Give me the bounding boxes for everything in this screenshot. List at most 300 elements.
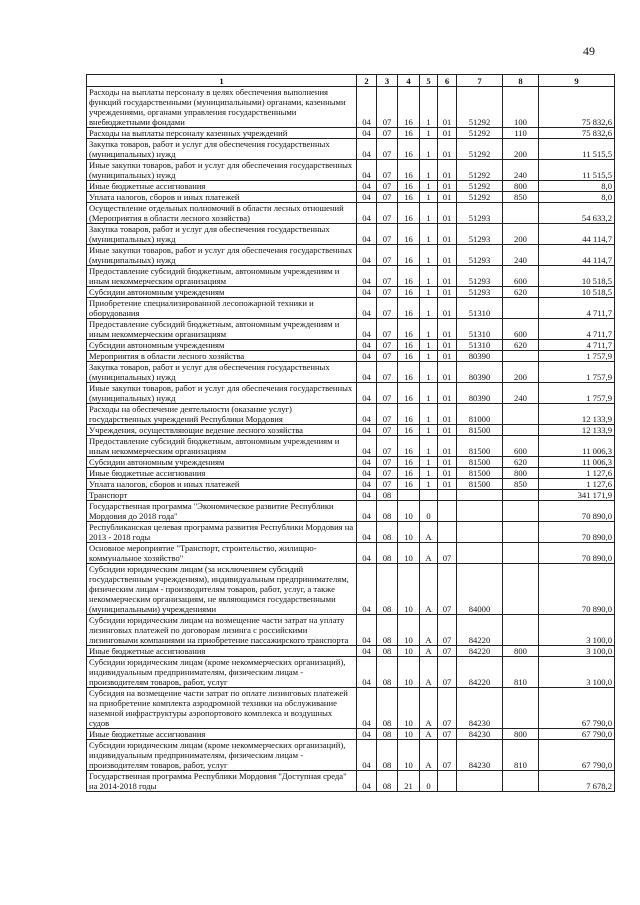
row-name-cell: Закупка товаров, работ и услуг для обеспечения государственных (муниципальных) нужд [87,139,357,160]
row-code-cell: 07 [377,139,398,160]
row-code-cell: 51293 [457,266,503,287]
table-row [87,245,615,266]
row-code-cell: 08 [377,740,398,771]
column-header: 4 [398,75,420,87]
table-row [87,457,615,468]
row-name-cell: Иные закупки товаров, работ и услуг для обеспечения государственных (муниципальных) нужд [87,245,357,266]
row-code-cell: 08 [377,615,398,646]
row-name-cell: Субсидии юридическим лицам на возмещение части затрат на уплату лизинговых платежей по договорам лизинга с российскими лизинговыми компаниями на приобретение пассажирского транспорта [87,615,357,646]
row-code-cell: 1 [420,351,438,362]
row-code-cell: 07 [438,543,457,564]
row-code-cell: 07 [377,468,398,479]
row-code-cell: 1 [420,362,438,383]
row-name-cell: Расходы на обеспечение деятельности (оказание услуг) государственных учреждений Республики Мордовия [87,404,357,425]
row-code-cell: 04 [357,224,377,245]
row-code-cell: 04 [357,468,377,479]
row-code-cell: 08 [377,522,398,543]
row-sum-cell: 75 832,6 [539,128,615,139]
row-name-cell: Субсидии автономным учреждениям [87,457,357,468]
row-code-cell: 1 [420,181,438,192]
row-code-cell: 81000 [457,404,503,425]
row-code-cell [503,203,539,224]
row-code-cell: 07 [377,266,398,287]
row-code-cell: 1 [420,340,438,351]
row-code-cell: 16 [398,383,420,404]
row-code-cell: 07 [438,615,457,646]
row-code-cell: 16 [398,351,420,362]
row-code-cell: 01 [438,362,457,383]
row-code-cell: 01 [438,287,457,298]
table-row [87,298,615,319]
row-code-cell: 01 [438,203,457,224]
row-name-cell: Иные закупки товаров, работ и услуг для обеспечения государственных (муниципальных) нужд [87,160,357,181]
row-code-cell: 1 [420,87,438,128]
row-name-cell: Субсидии автономным учреждениям [87,287,357,298]
row-code-cell: 240 [503,383,539,404]
row-code-cell: А [420,740,438,771]
row-code-cell: 51310 [457,298,503,319]
row-code-cell: 07 [377,404,398,425]
row-code-cell: 51293 [457,203,503,224]
row-code-cell: 600 [503,436,539,457]
row-code-cell [503,564,539,615]
table-row [87,615,615,646]
row-code-cell: 51292 [457,87,503,128]
budget-table-body [87,75,615,792]
row-code-cell: 07 [377,351,398,362]
row-code-cell: 07 [377,479,398,490]
row-code-cell [438,501,457,522]
row-code-cell: 51292 [457,128,503,139]
row-name-cell: Расходы на выплаты персоналу казенных учреждений [87,128,357,139]
row-code-cell [503,771,539,792]
row-code-cell: 07 [377,340,398,351]
row-code-cell: 04 [357,490,377,501]
table-row [87,490,615,501]
row-code-cell: 1 [420,266,438,287]
row-sum-cell: 44 114,7 [539,224,615,245]
row-code-cell [398,490,420,501]
row-code-cell: 07 [377,383,398,404]
table-row [87,181,615,192]
row-code-cell [457,543,503,564]
table-row [87,351,615,362]
row-sum-cell: 70 890,0 [539,522,615,543]
row-code-cell: 81500 [457,425,503,436]
row-code-cell: 51292 [457,181,503,192]
row-code-cell: 08 [377,688,398,729]
row-sum-cell: 12 133,9 [539,404,615,425]
row-code-cell: 81500 [457,479,503,490]
row-code-cell: 04 [357,139,377,160]
row-sum-cell: 67 790,0 [539,729,615,740]
row-code-cell: 10 [398,564,420,615]
row-sum-cell: 75 832,6 [539,87,615,128]
row-code-cell: 10 [398,729,420,740]
row-code-cell: 04 [357,87,377,128]
row-code-cell [438,490,457,501]
row-code-cell: 1 [420,128,438,139]
row-code-cell: 04 [357,203,377,224]
row-code-cell: 07 [377,192,398,203]
table-row [87,771,615,792]
row-code-cell: 04 [357,543,377,564]
row-code-cell: 04 [357,646,377,657]
row-sum-cell: 1 127,6 [539,479,615,490]
row-code-cell: 84230 [457,740,503,771]
column-header: 2 [357,75,377,87]
row-code-cell: 21 [398,771,420,792]
row-name-cell: Иные бюджетные ассигнования [87,181,357,192]
row-name-cell: Иные закупки товаров, работ и услуг для обеспечения государственных (муниципальных) нужд [87,383,357,404]
row-code-cell: 1 [420,287,438,298]
row-code-cell: 04 [357,383,377,404]
table-row [87,657,615,688]
row-code-cell: 81500 [457,457,503,468]
row-code-cell: 01 [438,436,457,457]
row-code-cell: 1 [420,319,438,340]
row-code-cell: 1 [420,383,438,404]
row-code-cell: 01 [438,404,457,425]
row-code-cell: А [420,543,438,564]
row-code-cell: 1 [420,139,438,160]
column-header: 8 [503,75,539,87]
row-code-cell: 08 [377,501,398,522]
row-code-cell: 1 [420,479,438,490]
row-name-cell: Закупка товаров, работ и услуг для обеспечения государственных (муниципальных) нужд [87,224,357,245]
row-code-cell: 0 [420,501,438,522]
row-code-cell: 600 [503,266,539,287]
table-row [87,646,615,657]
row-code-cell: 16 [398,436,420,457]
row-code-cell: 01 [438,468,457,479]
row-sum-cell: 4 711,7 [539,298,615,319]
row-sum-cell: 3 100,0 [539,615,615,646]
row-code-cell: 07 [377,457,398,468]
row-code-cell: 800 [503,181,539,192]
row-code-cell: 01 [438,139,457,160]
row-sum-cell: 54 633,2 [539,203,615,224]
row-code-cell: А [420,646,438,657]
row-code-cell: 04 [357,457,377,468]
row-code-cell: 07 [438,564,457,615]
row-code-cell [503,615,539,646]
row-code-cell: 07 [377,425,398,436]
row-code-cell: 81500 [457,468,503,479]
row-code-cell: 07 [377,362,398,383]
row-code-cell: 04 [357,351,377,362]
row-code-cell: 800 [503,646,539,657]
row-code-cell: 01 [438,383,457,404]
row-code-cell: 620 [503,287,539,298]
row-code-cell [503,425,539,436]
row-code-cell: 01 [438,319,457,340]
budget-table [86,74,615,792]
row-name-cell: Основное мероприятие "Транспорт, строительство, жилищно-коммунальное хозяйство" [87,543,357,564]
row-code-cell: 84000 [457,564,503,615]
row-name-cell: Субсидии юридическим лицам (за исключением субсидий государственным учреждениям), индивидуальным предпринимателям, физическим лицам - производителям товаров, работ, услуг, а также некоммерческим организациям, не являющимся государственными (муниципальными) учреждениями [87,564,357,615]
row-name-cell: Иные бюджетные ассигнования [87,646,357,657]
row-name-cell: Приобретение специализированной лесопожарной техники и оборудования [87,298,357,319]
row-code-cell: 51292 [457,139,503,160]
row-code-cell: 01 [438,479,457,490]
row-code-cell: 04 [357,615,377,646]
row-code-cell: 84230 [457,688,503,729]
table-row [87,479,615,490]
row-sum-cell: 11 515,5 [539,160,615,181]
row-code-cell [420,490,438,501]
row-code-cell: 1 [420,425,438,436]
row-code-cell [503,404,539,425]
row-code-cell: 84220 [457,646,503,657]
row-code-cell: 08 [377,729,398,740]
row-sum-cell: 12 133,9 [539,425,615,436]
row-code-cell: 07 [438,688,457,729]
row-code-cell: 04 [357,192,377,203]
row-code-cell: 51292 [457,160,503,181]
row-code-cell: 07 [438,729,457,740]
row-name-cell: Субсидии юридическим лицам (кроме некоммерческих организаций), индивидуальным предпринимателям, физическим лицам - производителям товаров, работ, услуг [87,740,357,771]
table-row [87,383,615,404]
column-header: 3 [377,75,398,87]
row-code-cell: 04 [357,404,377,425]
row-code-cell: 07 [377,181,398,192]
row-code-cell: 800 [503,729,539,740]
row-code-cell: 1 [420,192,438,203]
row-code-cell: 16 [398,203,420,224]
column-header: 9 [539,75,615,87]
row-code-cell [503,522,539,543]
row-code-cell: 10 [398,615,420,646]
row-code-cell: 100 [503,87,539,128]
table-row [87,266,615,287]
row-code-cell: 01 [438,245,457,266]
row-code-cell: 80390 [457,351,503,362]
row-code-cell: 810 [503,657,539,688]
row-code-cell: 51293 [457,245,503,266]
row-code-cell: 01 [438,457,457,468]
row-name-cell: Мероприятия в области лесного хозяйства [87,351,357,362]
row-name-cell: Уплата налогов, сборов и иных платежей [87,479,357,490]
row-code-cell: 850 [503,192,539,203]
row-code-cell: 16 [398,266,420,287]
row-sum-cell: 70 890,0 [539,564,615,615]
row-code-cell: 110 [503,128,539,139]
row-code-cell: 08 [377,646,398,657]
row-code-cell: А [420,522,438,543]
row-code-cell: А [420,729,438,740]
row-code-cell: 07 [377,319,398,340]
table-row [87,404,615,425]
row-code-cell: 1 [420,404,438,425]
row-code-cell: 01 [438,224,457,245]
table-row [87,501,615,522]
row-name-cell: Транспорт [87,490,357,501]
table-row [87,425,615,436]
table-row [87,436,615,457]
row-code-cell: 850 [503,479,539,490]
row-code-cell: 04 [357,266,377,287]
row-name-cell: Осуществление отдельных полномочий в области лесных отношений (Мероприятия в области лесного хозяйства) [87,203,357,224]
row-code-cell: 620 [503,340,539,351]
row-code-cell [503,688,539,729]
row-code-cell: 51293 [457,224,503,245]
row-code-cell: 07 [377,160,398,181]
row-name-cell: Республиканская целевая программа развития Республики Мордовия на 2013 - 2018 годы [87,522,357,543]
row-code-cell: А [420,657,438,688]
row-code-cell: 200 [503,224,539,245]
column-header: 5 [420,75,438,87]
row-code-cell: 08 [377,543,398,564]
row-code-cell: 10 [398,688,420,729]
row-code-cell: 08 [377,657,398,688]
row-code-cell: 1 [420,298,438,319]
row-code-cell: 07 [438,657,457,688]
row-code-cell: 04 [357,479,377,490]
row-sum-cell: 341 171,9 [539,490,615,501]
row-code-cell: 16 [398,128,420,139]
column-header: 6 [438,75,457,87]
row-sum-cell: 70 890,0 [539,543,615,564]
row-name-cell: Учреждения, осуществляющие ведение лесного хозяйства [87,425,357,436]
row-code-cell: 04 [357,319,377,340]
row-code-cell: 810 [503,740,539,771]
row-code-cell: 51310 [457,340,503,351]
row-code-cell: 04 [357,522,377,543]
row-name-cell: Субсидии юридическим лицам (кроме некоммерческих организаций), индивидуальным предпринимателям, физическим лицам - производителям товаров, работ, услуг [87,657,357,688]
row-code-cell: 08 [377,564,398,615]
row-code-cell: 1 [420,203,438,224]
row-sum-cell: 70 890,0 [539,501,615,522]
row-sum-cell: 10 518,5 [539,287,615,298]
table-row [87,192,615,203]
row-sum-cell: 11 006,3 [539,457,615,468]
row-code-cell: 07 [438,740,457,771]
row-code-cell: 10 [398,522,420,543]
row-sum-cell: 1 757,9 [539,383,615,404]
row-code-cell: 16 [398,298,420,319]
row-code-cell: 84220 [457,657,503,688]
table-row [87,139,615,160]
row-code-cell: 04 [357,425,377,436]
row-code-cell [457,771,503,792]
row-code-cell: 04 [357,287,377,298]
row-name-cell: Предоставление субсидий бюджетным, автономным учреждениям и иным некоммерческим организациям [87,266,357,287]
row-code-cell: 16 [398,457,420,468]
table-row [87,128,615,139]
row-code-cell: 07 [377,128,398,139]
row-code-cell: 240 [503,245,539,266]
row-code-cell [503,490,539,501]
row-code-cell: 01 [438,425,457,436]
row-sum-cell: 67 790,0 [539,688,615,729]
row-code-cell: 10 [398,543,420,564]
row-code-cell [503,298,539,319]
row-code-cell: 04 [357,298,377,319]
row-code-cell: 07 [377,203,398,224]
table-row [87,729,615,740]
column-header: 1 [87,75,357,87]
row-sum-cell: 67 790,0 [539,740,615,771]
row-code-cell [457,501,503,522]
row-code-cell: 80390 [457,383,503,404]
row-sum-cell: 8,0 [539,181,615,192]
row-code-cell: 1 [420,160,438,181]
row-code-cell [503,501,539,522]
table-row [87,160,615,181]
row-code-cell: 16 [398,404,420,425]
table-row [87,468,615,479]
row-code-cell: 01 [438,298,457,319]
row-name-cell: Государственная программа "Экономическое развитие Республики Мордовия до 2018 года" [87,501,357,522]
row-code-cell: 01 [438,128,457,139]
row-code-cell: 10 [398,646,420,657]
row-name-cell: Государственная программа Республики Мордовия "Доступная среда" на 2014-2018 годы [87,771,357,792]
row-sum-cell: 1 757,9 [539,362,615,383]
row-code-cell: 04 [357,771,377,792]
row-sum-cell: 7 678,2 [539,771,615,792]
row-code-cell: 600 [503,319,539,340]
row-name-cell: Предоставление субсидий бюджетным, автономным учреждениям и иным некоммерческим организациям [87,436,357,457]
table-row [87,362,615,383]
row-code-cell: 16 [398,319,420,340]
row-sum-cell: 1 127,6 [539,468,615,479]
row-code-cell: 07 [438,646,457,657]
row-code-cell: 16 [398,425,420,436]
row-code-cell: 240 [503,160,539,181]
row-code-cell: 10 [398,657,420,688]
row-code-cell: 07 [377,87,398,128]
row-code-cell: 04 [357,128,377,139]
table-row [87,203,615,224]
row-code-cell: 16 [398,362,420,383]
row-code-cell: 01 [438,192,457,203]
row-code-cell: 10 [398,501,420,522]
row-code-cell: 16 [398,87,420,128]
row-code-cell: 01 [438,160,457,181]
row-code-cell: 1 [420,224,438,245]
page-number: 49 [583,44,595,58]
row-code-cell: 16 [398,287,420,298]
row-code-cell: 51293 [457,287,503,298]
row-code-cell: 0 [420,771,438,792]
row-sum-cell: 10 518,5 [539,266,615,287]
row-code-cell [503,351,539,362]
row-code-cell: 07 [377,436,398,457]
row-code-cell: 800 [503,468,539,479]
row-code-cell: А [420,688,438,729]
row-code-cell: 16 [398,160,420,181]
row-code-cell: 01 [438,266,457,287]
row-code-cell: 04 [357,564,377,615]
row-code-cell: 1 [420,245,438,266]
row-code-cell: 16 [398,479,420,490]
row-name-cell: Субсидии автономным учреждениям [87,340,357,351]
row-sum-cell: 3 100,0 [539,657,615,688]
row-code-cell: 07 [377,224,398,245]
row-code-cell: 04 [357,657,377,688]
row-code-cell [457,522,503,543]
row-code-cell: 04 [357,362,377,383]
row-name-cell: Субсидия на возмещение части затрат по оплате лизинговых платежей на приобретение комплекта аэродромной техники на обслуживание наземной инфраструктуры аэропортового комплекса и воздушных судов [87,688,357,729]
table-row [87,340,615,351]
row-code-cell: 04 [357,181,377,192]
table-header-row [87,75,615,87]
row-code-cell: 620 [503,457,539,468]
row-code-cell: 16 [398,340,420,351]
row-code-cell: 04 [357,729,377,740]
row-sum-cell: 8,0 [539,192,615,203]
